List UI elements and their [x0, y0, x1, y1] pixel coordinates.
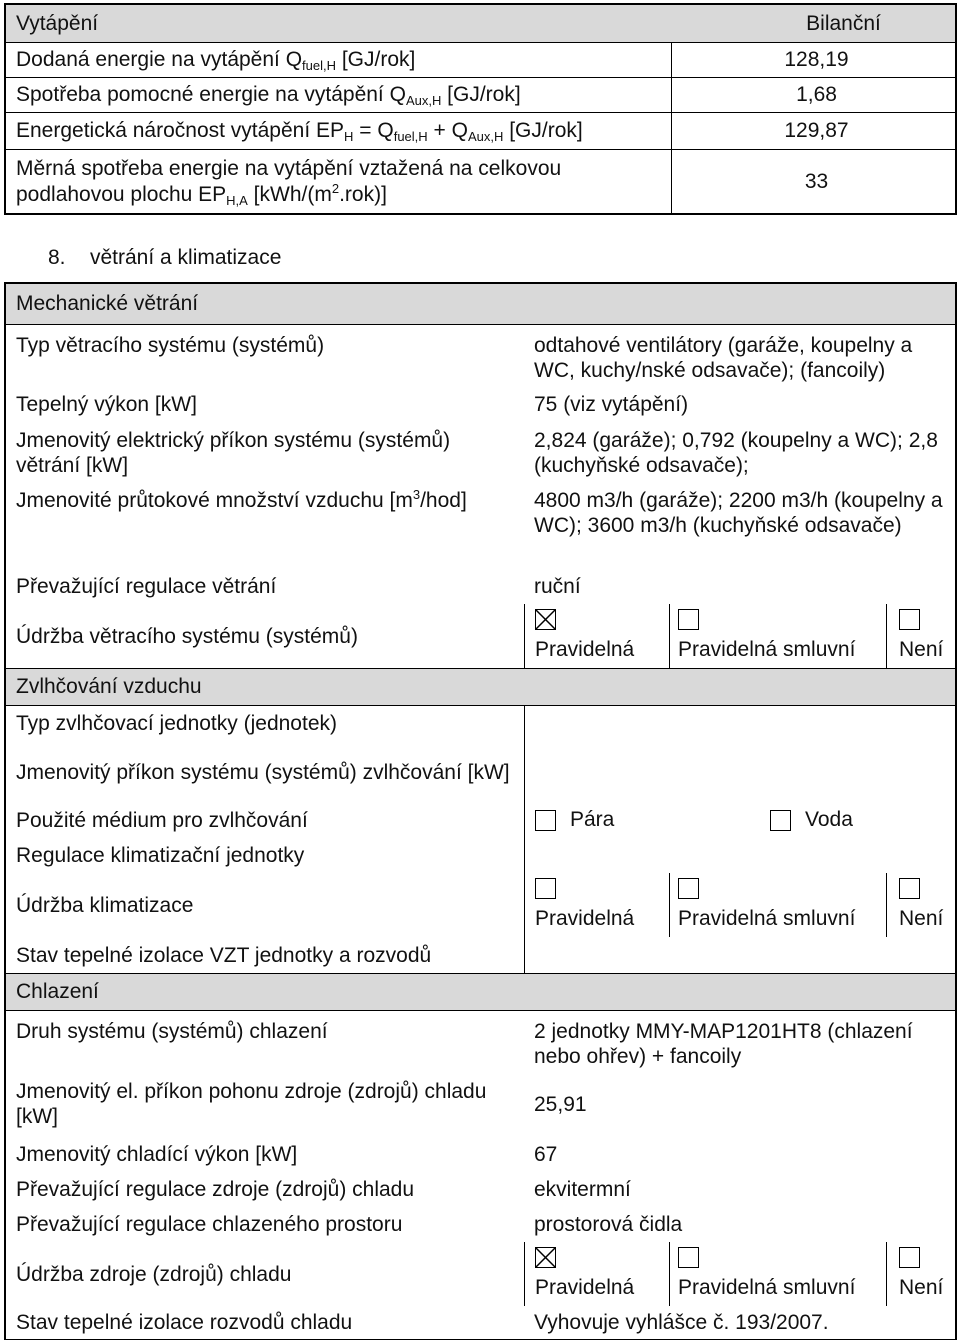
ventilation-table: [4, 282, 957, 1340]
option-none[interactable]: [886, 604, 955, 668]
checkbox-icon[interactable]: [899, 878, 920, 899]
table-row: [6, 1010, 955, 1072]
section-number: 8.: [48, 246, 66, 269]
checkbox-checked-icon[interactable]: [535, 609, 556, 630]
heating-header-row: [6, 5, 955, 42]
heating-table: [4, 3, 957, 215]
section-humidification: Zvlhčování vzduchu: [6, 668, 955, 705]
option-regular-contract[interactable]: [669, 604, 886, 668]
table-row: [6, 568, 955, 604]
humidifier-type-value: [524, 706, 955, 741]
table-row: [6, 705, 955, 741]
option-label: Není: [899, 1276, 944, 1299]
ventilation-regulation-value: ruční: [534, 574, 581, 598]
ac-regulation-value: [524, 837, 955, 873]
cooling-system-value: 2 jednotky MMY-MAP1201HT8 (chlazení nebo ohřev) + fancoily: [534, 1020, 913, 1068]
ac-regulation-label: Regulace klimatizační jednotky: [16, 843, 305, 867]
option-regular[interactable]: [524, 873, 669, 937]
humidification-medium-label: Použité médium pro zvlhčování: [16, 808, 308, 832]
option-label: Pravidelná: [535, 1276, 635, 1299]
checkbox-checked-icon[interactable]: [535, 1247, 556, 1268]
cooling-output-label: Jmenovitý chladící výkon [kW]: [16, 1142, 298, 1166]
table-row: [6, 324, 955, 386]
specific-consumption-value: 33: [804, 169, 829, 193]
option-regular[interactable]: [524, 604, 669, 668]
heating-header-value-label: Bilanční: [806, 11, 881, 35]
checkbox-icon[interactable]: [678, 878, 699, 899]
ventilation-system-type-value: odtahové ventilátory (garáže, koupelny a WC, kuchy/nské odsavače); (fancoily): [534, 334, 913, 382]
vzt-insulation-label: Stav tepelné izolace VZT jednotky a rozvodů: [16, 943, 432, 967]
humidification-medium-options: [524, 803, 955, 837]
checkbox-icon[interactable]: [678, 1247, 699, 1268]
checkbox-icon[interactable]: [899, 1247, 920, 1268]
table-row: [6, 1242, 955, 1306]
checkbox-icon[interactable]: [678, 609, 699, 630]
option-water[interactable]: [770, 808, 853, 832]
table-row: [6, 837, 955, 873]
checkbox-icon[interactable]: [535, 810, 556, 831]
option-label: Pravidelná smluvní: [678, 907, 856, 930]
table-row: [6, 1306, 955, 1339]
table-row: [6, 77, 955, 112]
cooling-insulation-value: Vyhovuje vyhlášce č. 193/2007.: [534, 1311, 829, 1334]
energy-intensity-label: Energetická náročnost vytápění $EP_H = Q_{fuel,H} + Q_{Aux,H}$ [GJ/rok]: [6, 113, 672, 149]
table-row: [6, 741, 955, 803]
cooled-space-regulation-value: prostorová čidla: [534, 1213, 683, 1236]
cooling-maintenance-label: Údržba zdroje (zdrojů) chladu: [16, 1262, 292, 1286]
section-title: větrání a klimatizace: [90, 246, 282, 269]
checkbox-icon[interactable]: [770, 810, 791, 831]
checkbox-icon[interactable]: [535, 878, 556, 899]
vzt-insulation-value: [524, 937, 955, 973]
cooling-insulation-label: Stav tepelné izolace rozvodů chladu: [16, 1311, 353, 1334]
cooling-source-regulation-label: Převažující regulace zdroje (zdrojů) chladu: [16, 1178, 415, 1201]
option-label: Pravidelná: [535, 638, 635, 661]
table-row: [6, 873, 955, 937]
auxiliary-energy-value: 1,68: [796, 83, 837, 106]
ventilation-maintenance-label: Údržba větracího systému (systémů): [16, 624, 358, 648]
option-none[interactable]: [886, 1242, 955, 1306]
option-label: Pravidelná: [535, 907, 635, 930]
cooling-source-input-label: Jmenovitý el. příkon pohonu zdroje (zdrojů) chladu [kW]: [16, 1080, 487, 1128]
heating-header-label: Vytápění: [16, 11, 99, 35]
table-row: [6, 604, 955, 668]
specific-consumption-label: Měrná spotřeba energie na vytápění vztažená na celkovou podlahovou plochu $EP_{H,A}$ $[kWh/(m^2.rok)]$: [6, 150, 672, 213]
delivered-energy-value: 128,19: [784, 48, 849, 71]
option-label: Není: [899, 907, 944, 930]
table-row: [6, 484, 955, 568]
ventilation-regulation-label: Převažující regulace větrání: [16, 574, 277, 598]
table-row: [6, 1136, 955, 1172]
cooling-maintenance-options: [524, 1242, 955, 1306]
section-heading: [48, 246, 281, 270]
table-row: [6, 1207, 955, 1242]
table-row: [6, 386, 955, 422]
section-mechanical-ventilation: Mechanické větrání: [6, 284, 955, 324]
option-label: Není: [899, 638, 944, 661]
electric-input-value: 2,824 (garáže); 0,792 (koupelny a WC); 2,8 (kuchyňské odsavače);: [534, 429, 938, 477]
energy-intensity-value: 129,87: [784, 119, 849, 142]
ventilation-system-type-label: Typ větracího systému (systémů): [16, 334, 325, 357]
table-row: [6, 149, 955, 213]
option-label: Pravidelná smluvní: [678, 1276, 856, 1299]
air-flow-value: 4800 m3/h (garáže); 2200 m3/h (koupelny a WC); 3600 m3/h (kuchyňské odsavače): [534, 489, 943, 537]
humidifier-type-label: Typ zvlhčovací jednotky (jednotek): [16, 712, 337, 735]
auxiliary-energy-label: Spotřeba pomocné energie na vytápění $Q_{Aux,H}$ [GJ/rok]: [6, 78, 672, 112]
table-row: [6, 422, 955, 484]
ac-maintenance-options: [524, 873, 955, 937]
option-regular-contract[interactable]: [669, 873, 886, 937]
humidifier-power-value: [524, 741, 955, 803]
table-row: [6, 1072, 955, 1136]
heat-output-value: 75 (viz vytápění): [534, 392, 689, 416]
cooling-output-value: 67: [534, 1142, 558, 1166]
option-steam[interactable]: [525, 808, 770, 832]
option-label: Pára: [570, 808, 615, 831]
checkbox-icon[interactable]: [899, 609, 920, 630]
option-regular[interactable]: [524, 1242, 669, 1306]
table-row: [6, 42, 955, 77]
cooling-source-regulation-value: ekvitermní: [534, 1178, 631, 1201]
table-row: [6, 112, 955, 149]
option-none[interactable]: [886, 873, 955, 937]
heat-output-label: Tepelný výkon [kW]: [16, 392, 197, 416]
humidifier-power-label: Jmenovitý příkon systému (systémů) zvlhčování [kW]: [16, 760, 510, 784]
table-row: [6, 937, 955, 973]
table-row: [6, 1172, 955, 1207]
ac-maintenance-label: Údržba klimatizace: [16, 893, 194, 917]
table-row: [6, 803, 955, 837]
air-flow-label: Jmenovité průtokové množství vzduchu $[m^3/hod]$: [16, 487, 467, 512]
option-regular-contract[interactable]: [669, 1242, 886, 1306]
option-label: Pravidelná smluvní: [678, 638, 856, 661]
cooling-system-label: Druh systému (systémů) chlazení: [16, 1020, 328, 1043]
cooled-space-regulation-label: Převažující regulace chlazeného prostoru: [16, 1213, 403, 1236]
section-cooling: Chlazení: [6, 973, 955, 1010]
delivered-energy-label: Dodaná energie na vytápění $Q_{fuel,H}$ [GJ/rok]: [6, 43, 672, 77]
cooling-source-input-value: 25,91: [534, 1092, 587, 1116]
option-label: Voda: [805, 808, 853, 831]
electric-input-label: Jmenovitý elektrický příkon systému (systémů) větrání [kW]: [16, 429, 451, 477]
ventilation-maintenance-options: [524, 604, 955, 668]
